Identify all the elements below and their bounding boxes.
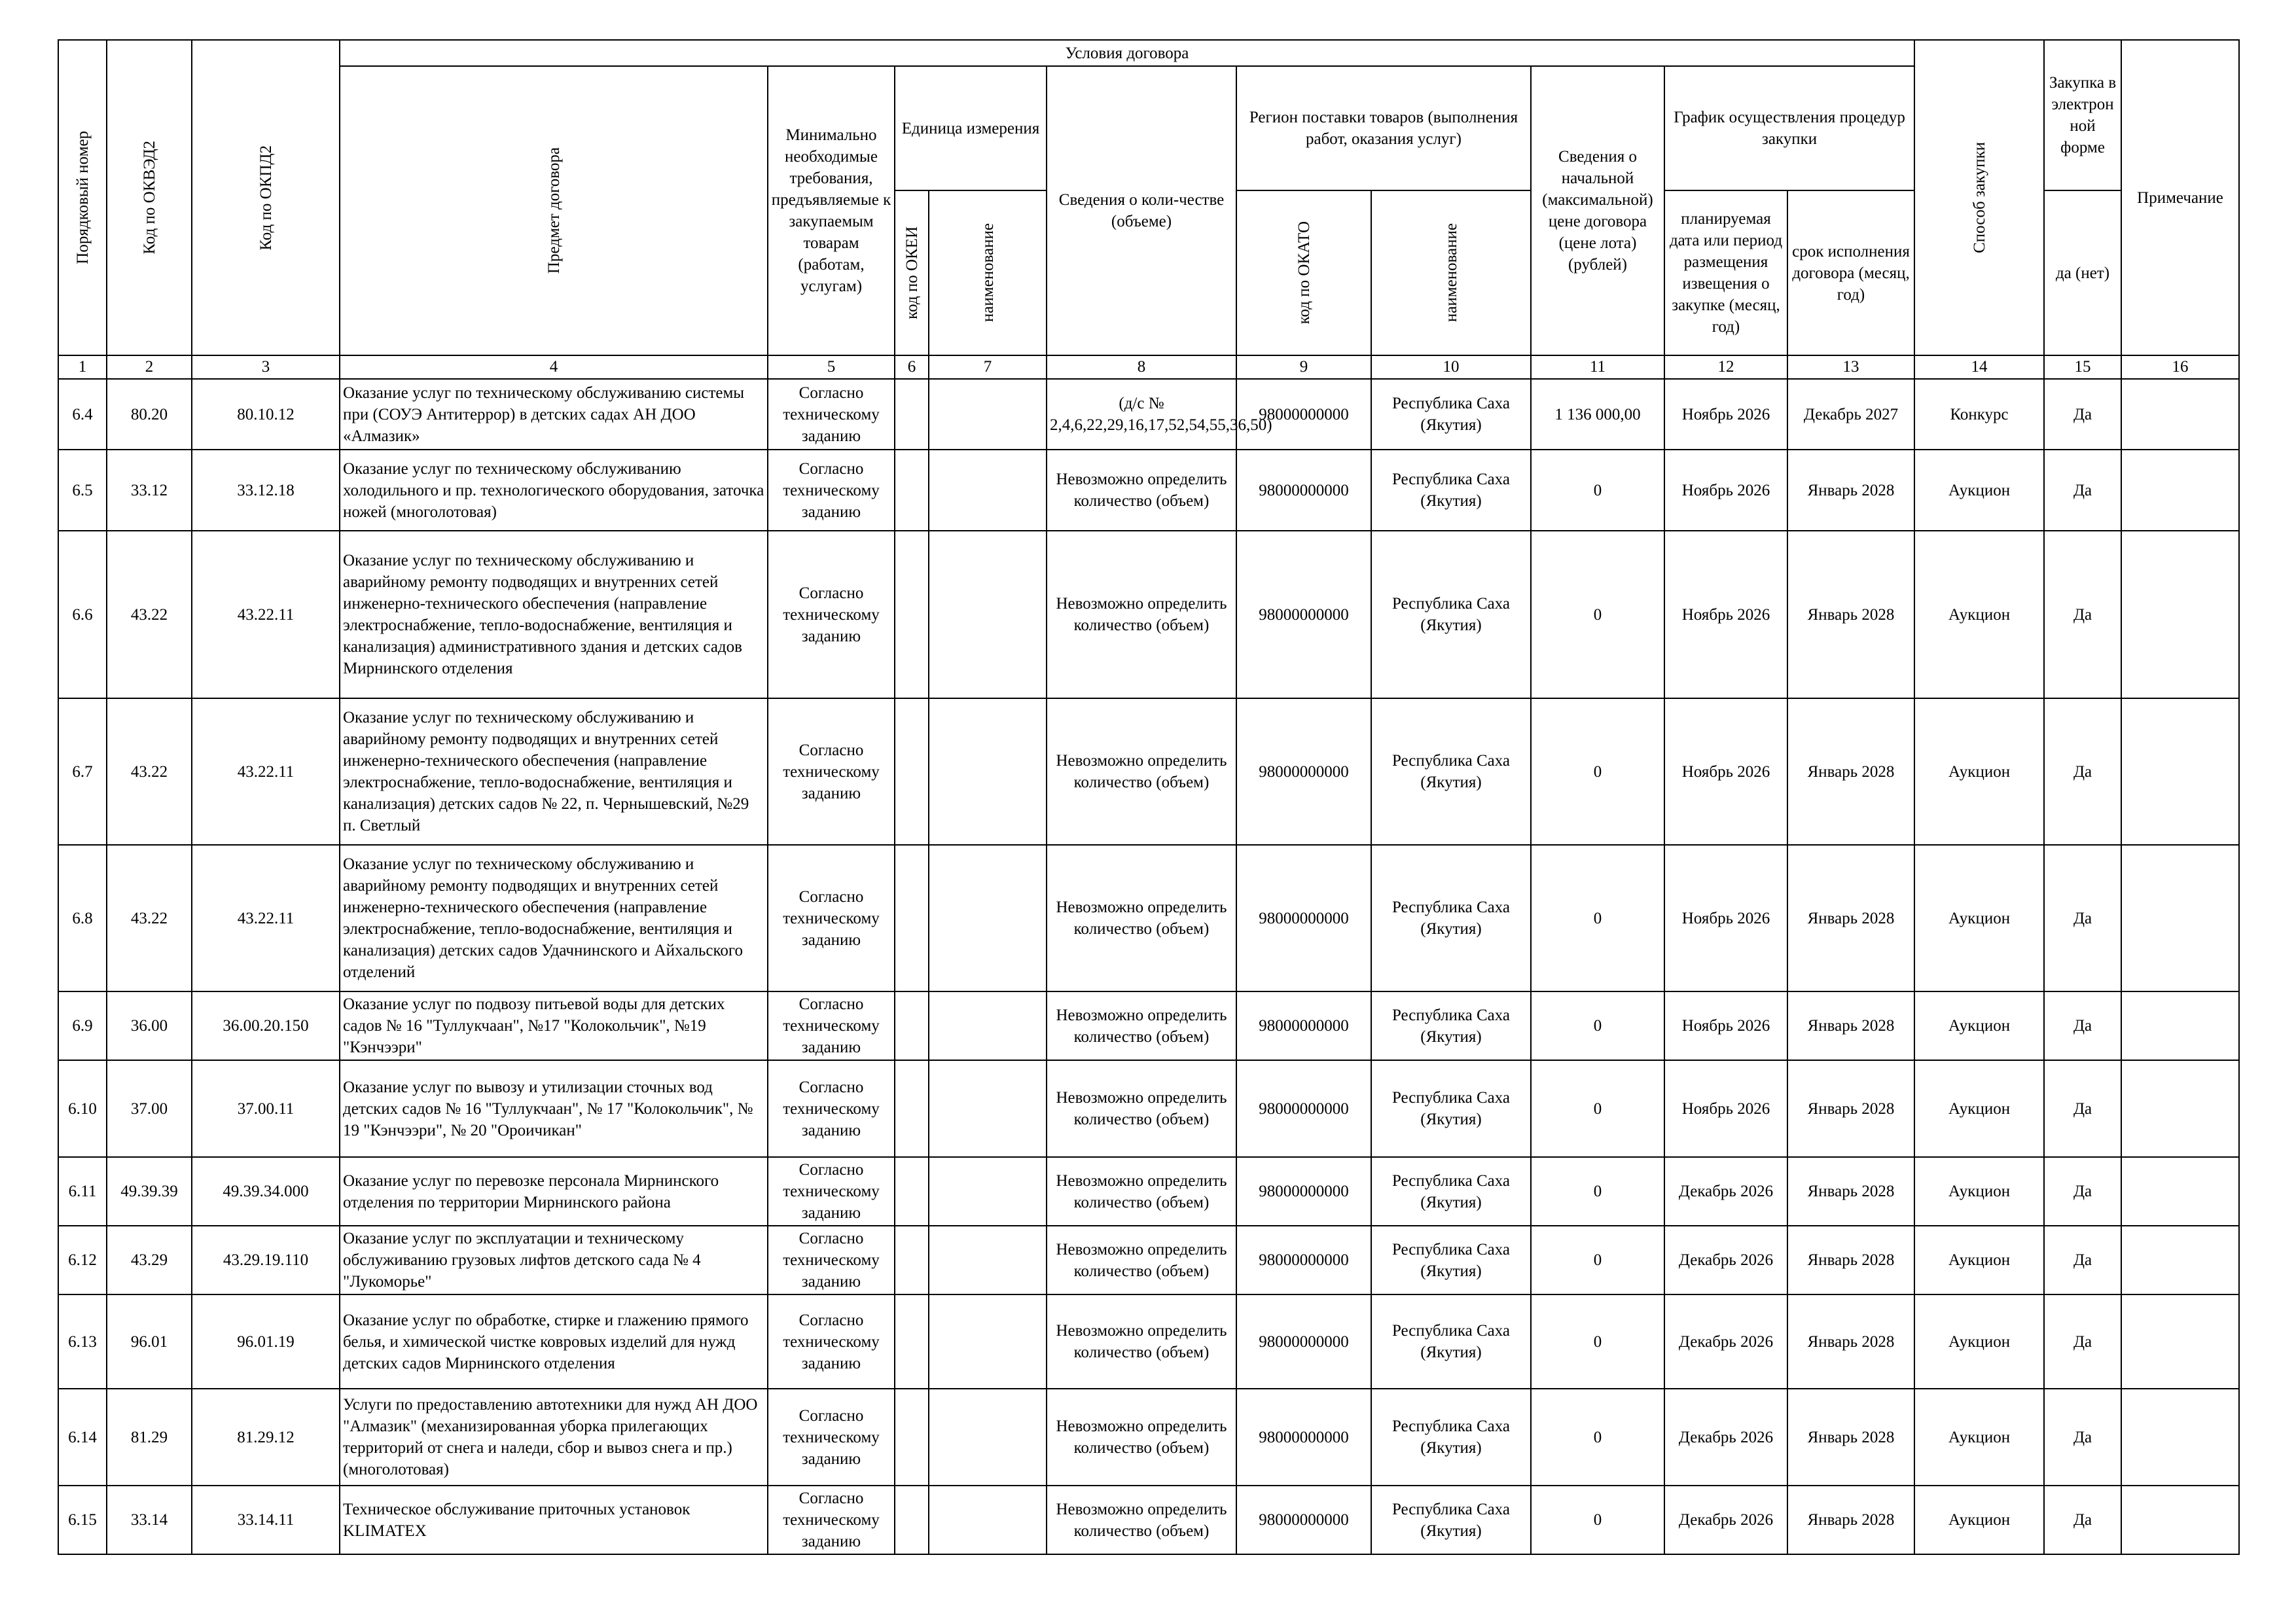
procurement-method-cell: Аукцион [1914, 450, 2044, 531]
okato-code-cell: 98000000000 [1236, 531, 1371, 698]
unit-name-cell [929, 845, 1047, 991]
column-number: 11 [1531, 355, 1664, 379]
okato-code-cell: 98000000000 [1236, 450, 1371, 531]
table-row [58, 698, 2239, 845]
contract-term-cell: Январь 2028 [1787, 450, 1914, 531]
requirements-cell: Согласно техническому заданию [768, 531, 895, 698]
table-row [58, 1226, 2239, 1294]
header-okei-code: код по ОКЕИ [895, 190, 929, 355]
procurement-method-cell: Конкурс [1914, 379, 2044, 450]
unit-name-cell [929, 1226, 1047, 1294]
note-cell [2121, 1060, 2239, 1157]
okei-code-cell [895, 1389, 929, 1486]
procurement-method-cell: Аукцион [1914, 531, 2044, 698]
header-note: Примечание [2121, 40, 2239, 355]
region-name-cell: Республика Саха (Якутия) [1371, 1157, 1531, 1226]
region-name-cell: Республика Саха (Якутия) [1371, 379, 1531, 450]
unit-name-cell [929, 379, 1047, 450]
row-number-cell: 6.5 [58, 450, 107, 531]
initial-price-cell: 0 [1531, 1389, 1664, 1486]
planned-date-cell: Ноябрь 2026 [1664, 991, 1787, 1060]
column-number: 2 [107, 355, 192, 379]
column-numbers-row [58, 355, 2239, 379]
electronic-form-cell: Да [2044, 1294, 2121, 1389]
okved-code-cell: 36.00 [107, 991, 192, 1060]
unit-name-cell [929, 1486, 1047, 1554]
procurement-method-cell: Аукцион [1914, 698, 2044, 845]
procurement-method-cell: Аукцион [1914, 1060, 2044, 1157]
okato-code-cell: 98000000000 [1236, 379, 1371, 450]
okpd-code-cell: 37.00.11 [192, 1060, 340, 1157]
planned-date-cell: Декабрь 2026 [1664, 1486, 1787, 1554]
column-number: 10 [1371, 355, 1531, 379]
note-cell [2121, 991, 2239, 1060]
requirements-cell: Согласно техническому заданию [768, 845, 895, 991]
okpd-code-cell: 43.22.11 [192, 531, 340, 698]
table-row [58, 1294, 2239, 1389]
procurement-method-cell: Аукцион [1914, 845, 2044, 991]
initial-price-cell: 0 [1531, 1486, 1664, 1554]
electronic-form-cell: Да [2044, 698, 2121, 845]
planned-date-cell: Ноябрь 2026 [1664, 531, 1787, 698]
subject-cell: Оказание услуг по подвозу питьевой воды для детских садов № 16 "Туллукчаан", №17 "Колокольчик", №19 "Кэнчээри" [340, 991, 768, 1060]
okei-code-cell [895, 991, 929, 1060]
okei-code-cell [895, 1294, 929, 1389]
initial-price-cell: 0 [1531, 1226, 1664, 1294]
requirements-cell: Согласно техническому заданию [768, 1157, 895, 1226]
note-cell [2121, 1157, 2239, 1226]
subject-cell: Оказание услуг по эксплуатации и техническому обслуживанию грузовых лифтов детского сада № 4 "Лукоморье" [340, 1226, 768, 1294]
header-contract-conditions: Условия договора [340, 40, 1914, 66]
column-number: 4 [340, 355, 768, 379]
header-electronic-yn: да (нет) [2044, 190, 2121, 355]
okei-code-cell [895, 1486, 929, 1554]
note-cell [2121, 845, 2239, 991]
okato-code-cell: 98000000000 [1236, 991, 1371, 1060]
header-subject: Предмет договора [340, 66, 768, 355]
requirements-cell: Согласно техническому заданию [768, 379, 895, 450]
region-name-cell: Республика Саха (Якутия) [1371, 845, 1531, 991]
initial-price-cell: 0 [1531, 991, 1664, 1060]
note-cell [2121, 1294, 2239, 1389]
quantity-cell: Невозможно определить количество (объем) [1047, 1389, 1236, 1486]
electronic-form-cell: Да [2044, 845, 2121, 991]
planned-date-cell: Декабрь 2026 [1664, 1294, 1787, 1389]
column-number: 12 [1664, 355, 1787, 379]
column-number: 5 [768, 355, 895, 379]
region-name-cell: Республика Саха (Якутия) [1371, 991, 1531, 1060]
header-unit-name: наименование [929, 190, 1047, 355]
unit-name-cell [929, 1060, 1047, 1157]
note-cell [2121, 698, 2239, 845]
initial-price-cell: 0 [1531, 531, 1664, 698]
region-name-cell: Республика Саха (Якутия) [1371, 1294, 1531, 1389]
electronic-form-cell: Да [2044, 379, 2121, 450]
contract-term-cell: Январь 2028 [1787, 845, 1914, 991]
table-row [58, 531, 2239, 698]
table-row [58, 379, 2239, 450]
row-number-cell: 6.7 [58, 698, 107, 845]
okato-code-cell: 98000000000 [1236, 698, 1371, 845]
planned-date-cell: Декабрь 2026 [1664, 1226, 1787, 1294]
contract-term-cell: Январь 2028 [1787, 1389, 1914, 1486]
contract-term-cell: Январь 2028 [1787, 1157, 1914, 1226]
column-number: 6 [895, 355, 929, 379]
column-number: 8 [1047, 355, 1236, 379]
region-name-cell: Республика Саха (Якутия) [1371, 450, 1531, 531]
row-number-cell: 6.14 [58, 1389, 107, 1486]
unit-name-cell [929, 450, 1047, 531]
note-cell [2121, 1389, 2239, 1486]
requirements-cell: Согласно техническому заданию [768, 698, 895, 845]
region-name-cell: Республика Саха (Якутия) [1371, 1389, 1531, 1486]
quantity-cell: Невозможно определить количество (объем) [1047, 450, 1236, 531]
column-number: 15 [2044, 355, 2121, 379]
region-name-cell: Республика Саха (Якутия) [1371, 1226, 1531, 1294]
okved-code-cell: 43.22 [107, 531, 192, 698]
quantity-cell: Невозможно определить количество (объем) [1047, 1060, 1236, 1157]
okved-code-cell: 80.20 [107, 379, 192, 450]
header-planned-date: планируемая дата или период размещения извещения о закупке (месяц, год) [1664, 190, 1787, 355]
okpd-code-cell: 36.00.20.150 [192, 991, 340, 1060]
okei-code-cell [895, 845, 929, 991]
electronic-form-cell: Да [2044, 450, 2121, 531]
column-number: 16 [2121, 355, 2239, 379]
quantity-cell: Невозможно определить количество (объем) [1047, 1294, 1236, 1389]
procurement-rows [58, 379, 2239, 1554]
initial-price-cell: 1 136 000,00 [1531, 379, 1664, 450]
procurement-plan-table [58, 39, 2240, 1555]
okpd-code-cell: 33.14.11 [192, 1486, 340, 1554]
column-number: 13 [1787, 355, 1914, 379]
okei-code-cell [895, 379, 929, 450]
header-region: Регион поставки товаров (выполнения работ, оказания услуг) [1236, 66, 1531, 190]
initial-price-cell: 0 [1531, 845, 1664, 991]
okato-code-cell: 98000000000 [1236, 845, 1371, 991]
initial-price-cell: 0 [1531, 450, 1664, 531]
okei-code-cell [895, 531, 929, 698]
okved-code-cell: 43.22 [107, 845, 192, 991]
okpd-code-cell: 80.10.12 [192, 379, 340, 450]
row-number-cell: 6.13 [58, 1294, 107, 1389]
subject-cell: Оказание услуг по техническому обслуживанию и аварийному ремонту подводящих и внутренних сетей инженерно-технического обеспечения (направление электроснабжение, тепло-водоснабжение, вентиляция и канализация) детских садов Удачнинского и Айхальского отделений [340, 845, 768, 991]
column-number: 14 [1914, 355, 2044, 379]
okved-code-cell: 81.29 [107, 1389, 192, 1486]
row-number-cell: 6.8 [58, 845, 107, 991]
electronic-form-cell: Да [2044, 531, 2121, 698]
unit-name-cell [929, 1157, 1047, 1226]
row-number-cell: 6.4 [58, 379, 107, 450]
header-unit: Единица измерения [895, 66, 1047, 190]
procurement-method-cell: Аукцион [1914, 1294, 2044, 1389]
subject-cell: Оказание услуг по техническому обслуживанию холодильного и пр. технологического оборудования, заточка ножей (многолотовая) [340, 450, 768, 531]
okved-code-cell: 43.29 [107, 1226, 192, 1294]
procurement-method-cell: Аукцион [1914, 991, 2044, 1060]
unit-name-cell [929, 531, 1047, 698]
row-number-cell: 6.10 [58, 1060, 107, 1157]
planned-date-cell: Декабрь 2026 [1664, 1157, 1787, 1226]
okved-code-cell: 43.22 [107, 698, 192, 845]
initial-price-cell: 0 [1531, 1294, 1664, 1389]
subject-cell: Оказание услуг по техническому обслуживанию и аварийному ремонту подводящих и внутренних сетей инженерно-технического обеспечения (направление электроснабжение, тепло-водоснабжение, вентиляция и канализация) детских садов № 22, п. Чернышевский, №29 п. Светлый [340, 698, 768, 845]
requirements-cell: Согласно техническому заданию [768, 1294, 895, 1389]
planned-date-cell: Ноябрь 2026 [1664, 379, 1787, 450]
okei-code-cell [895, 698, 929, 845]
column-number: 7 [929, 355, 1047, 379]
quantity-cell: Невозможно определить количество (объем) [1047, 991, 1236, 1060]
electronic-form-cell: Да [2044, 1157, 2121, 1226]
table-row [58, 845, 2239, 991]
contract-term-cell: Январь 2028 [1787, 991, 1914, 1060]
contract-term-cell: Январь 2028 [1787, 1226, 1914, 1294]
quantity-cell: Невозможно определить количество (объем) [1047, 1226, 1236, 1294]
row-number-cell: 6.12 [58, 1226, 107, 1294]
subject-cell: Оказание услуг по обработке, стирке и глажению прямого белья, и химической чистке ковровых изделий для нужд детских садов Мирнинского отделения [340, 1294, 768, 1389]
note-cell [2121, 450, 2239, 531]
region-name-cell: Республика Саха (Якутия) [1371, 531, 1531, 698]
header-seq-no: Порядковый номер [58, 40, 107, 355]
quantity-cell: Невозможно определить количество (объем) [1047, 1157, 1236, 1226]
subject-cell: Услуги по предоставлению автотехники для нужд АН ДОО "Алмазик" (механизированная уборка прилегающих территорий от снега и наледи, сбор и вывоз снега и пр.) (многолотовая) [340, 1389, 768, 1486]
region-name-cell: Республика Саха (Якутия) [1371, 1060, 1531, 1157]
initial-price-cell: 0 [1531, 1157, 1664, 1226]
subject-cell: Оказание услуг по техническому обслуживанию и аварийному ремонту подводящих и внутренних сетей инженерно-технического обеспечения (направление электроснабжение, тепло-водоснабжение, вентиляция и канализация) административного здания и детских садов Мирнинского отделения [340, 531, 768, 698]
note-cell [2121, 379, 2239, 450]
table-row [58, 1060, 2239, 1157]
procurement-method-cell: Аукцион [1914, 1157, 2044, 1226]
unit-name-cell [929, 698, 1047, 845]
subject-cell: Оказание услуг по вывозу и утилизации сточных вод детских садов № 16 "Туллукчаан", № 17 "Колокольчик", № 19 "Кэнчээри", № 20 "Ороичикан" [340, 1060, 768, 1157]
subject-cell: Оказание услуг по перевозке персонала Мирнинского отделения по территории Мирнинского района [340, 1157, 768, 1226]
contract-term-cell: Январь 2028 [1787, 1486, 1914, 1554]
planned-date-cell: Ноябрь 2026 [1664, 698, 1787, 845]
table-row [58, 991, 2239, 1060]
requirements-cell: Согласно техническому заданию [768, 991, 895, 1060]
okved-code-cell: 33.14 [107, 1486, 192, 1554]
okei-code-cell [895, 1157, 929, 1226]
okpd-code-cell: 43.29.19.110 [192, 1226, 340, 1294]
contract-term-cell: Январь 2028 [1787, 1060, 1914, 1157]
header-initial-price: Сведения о начальной (максимальной) цене договора (цене лота) (рублей) [1531, 66, 1664, 355]
row-number-cell: 6.6 [58, 531, 107, 698]
header-schedule: График осуществления процедур закупки [1664, 66, 1914, 190]
unit-name-cell [929, 1294, 1047, 1389]
requirements-cell: Согласно техническому заданию [768, 1226, 895, 1294]
electronic-form-cell: Да [2044, 991, 2121, 1060]
electronic-form-cell: Да [2044, 1486, 2121, 1554]
row-number-cell: 6.11 [58, 1157, 107, 1226]
okpd-code-cell: 43.22.11 [192, 845, 340, 991]
okei-code-cell [895, 1226, 929, 1294]
okato-code-cell: 98000000000 [1236, 1486, 1371, 1554]
header-okpd2: Код по ОКПД2 [192, 40, 340, 355]
region-name-cell: Республика Саха (Якутия) [1371, 1486, 1531, 1554]
unit-name-cell [929, 991, 1047, 1060]
planned-date-cell: Ноябрь 2026 [1664, 1060, 1787, 1157]
okpd-code-cell: 43.22.11 [192, 698, 340, 845]
contract-term-cell: Декабрь 2027 [1787, 379, 1914, 450]
unit-name-cell [929, 1389, 1047, 1486]
header-region-name: наименование [1371, 190, 1531, 355]
procurement-method-cell: Аукцион [1914, 1389, 2044, 1486]
planned-date-cell: Ноябрь 2026 [1664, 845, 1787, 991]
table-row [58, 1486, 2239, 1554]
initial-price-cell: 0 [1531, 698, 1664, 845]
note-cell [2121, 531, 2239, 698]
okved-code-cell: 33.12 [107, 450, 192, 531]
row-number-cell: 6.9 [58, 991, 107, 1060]
note-cell [2121, 1486, 2239, 1554]
okpd-code-cell: 96.01.19 [192, 1294, 340, 1389]
subject-cell: Техническое обслуживание приточных установок KLIMATEX [340, 1486, 768, 1554]
header-okved2: Код по ОКВЭД2 [107, 40, 192, 355]
procurement-method-cell: Аукцион [1914, 1486, 2044, 1554]
table-row [58, 450, 2239, 531]
header-term: срок исполнения договора (месяц, год) [1787, 190, 1914, 355]
subject-cell: Оказание услуг по техническому обслуживанию системы при (СОУЭ Антитеррор) в детских садах АН ДОО «Алмазик» [340, 379, 768, 450]
okato-code-cell: 98000000000 [1236, 1060, 1371, 1157]
initial-price-cell: 0 [1531, 1060, 1664, 1157]
region-name-cell: Республика Саха (Якутия) [1371, 698, 1531, 845]
header-method: Способ закупки [1914, 40, 2044, 355]
okpd-code-cell: 33.12.18 [192, 450, 340, 531]
okei-code-cell [895, 450, 929, 531]
table-row [58, 1389, 2239, 1486]
column-number: 3 [192, 355, 340, 379]
procurement-method-cell: Аукцион [1914, 1226, 2044, 1294]
procurement-plan-document [58, 39, 2240, 1555]
quantity-cell: Невозможно определить количество (объем) [1047, 1486, 1236, 1554]
header-electronic: Закупка в электрон ной форме [2044, 40, 2121, 190]
note-cell [2121, 1226, 2239, 1294]
requirements-cell: Согласно техническому заданию [768, 1389, 895, 1486]
contract-term-cell: Январь 2028 [1787, 531, 1914, 698]
electronic-form-cell: Да [2044, 1226, 2121, 1294]
okpd-code-cell: 49.39.34.000 [192, 1157, 340, 1226]
planned-date-cell: Ноябрь 2026 [1664, 450, 1787, 531]
column-number: 9 [1236, 355, 1371, 379]
contract-term-cell: Январь 2028 [1787, 1294, 1914, 1389]
okved-code-cell: 37.00 [107, 1060, 192, 1157]
okved-code-cell: 49.39.39 [107, 1157, 192, 1226]
contract-term-cell: Январь 2028 [1787, 698, 1914, 845]
requirements-cell: Согласно техническому заданию [768, 450, 895, 531]
okei-code-cell [895, 1060, 929, 1157]
electronic-form-cell: Да [2044, 1060, 2121, 1157]
electronic-form-cell: Да [2044, 1389, 2121, 1486]
quantity-cell: (д/с № 2,4,6,22,29,16,17,52,54,55,36,50) [1047, 379, 1236, 450]
okato-code-cell: 98000000000 [1236, 1389, 1371, 1486]
column-number: 1 [58, 355, 107, 379]
table-row [58, 1157, 2239, 1226]
okpd-code-cell: 81.29.12 [192, 1389, 340, 1486]
header-quantity: Сведения о коли-честве (объеме) [1047, 66, 1236, 355]
requirements-cell: Согласно техническому заданию [768, 1060, 895, 1157]
requirements-cell: Согласно техническому заданию [768, 1486, 895, 1554]
okato-code-cell: 98000000000 [1236, 1226, 1371, 1294]
planned-date-cell: Декабрь 2026 [1664, 1389, 1787, 1486]
okato-code-cell: 98000000000 [1236, 1157, 1371, 1226]
header-okato-code: код по ОКАТО [1236, 190, 1371, 355]
row-number-cell: 6.15 [58, 1486, 107, 1554]
okved-code-cell: 96.01 [107, 1294, 192, 1389]
quantity-cell: Невозможно определить количество (объем) [1047, 698, 1236, 845]
quantity-cell: Невозможно определить количество (объем) [1047, 531, 1236, 698]
quantity-cell: Невозможно определить количество (объем) [1047, 845, 1236, 991]
okato-code-cell: 98000000000 [1236, 1294, 1371, 1389]
header-min-requirements: Минимально необходимые требования, предъявляемые к закупаемым товарам (работам, услугам) [768, 66, 895, 355]
